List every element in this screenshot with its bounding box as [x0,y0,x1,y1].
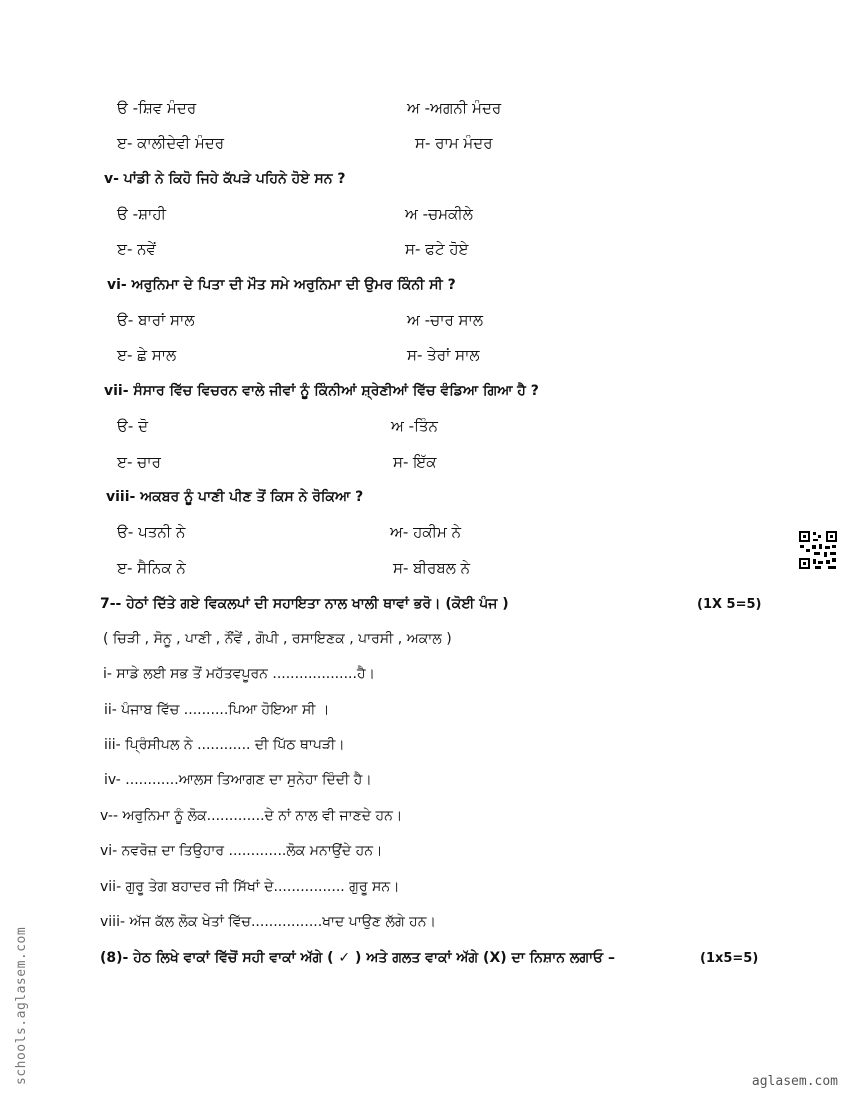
section-8-title: (8)- ਹੇਠ ਲਿਖੇ ਵਾਕਾਂ ਵਿੱਚੋਂ ਸਹੀ ਵਾਕਾਂ ਅੱਗੇ ( ✓ ) ਅਤੇ ਗਲਤ ਵਾਕਾਂ ਅੱਗੇ (X) ਦਾ ਨਿਸ਼ਾਨ ਲਗਾਓ – [100,950,615,966]
word-bank: ( ਚਿੜੀ , ਸੋਨੂ , ਪਾਣੀ , ਨੌਂਵੇਂ , ਗੋਪੀ , ਰਸਾਇਣਕ , ਪਾਰਸੀ , ਅਕਾਲ ) [103,631,452,647]
option-d: ਸ- ਫਟੇ ਹੋਏ [405,240,469,258]
option-d: ਸ- ਇੱਕ [393,453,437,471]
fill-blank-item: i- ਸਾਡੇ ਲਈ ਸਭ ਤੋਂ ਮਹੱਤਵਪੂਰਨ ...................ਹੈ। [103,666,375,682]
option-b: ਅ -ਚਮਕੀਲੇ [405,205,473,223]
option-a: ੳ -ਸ਼ਿਵ ਮੰਦਰ [117,99,197,117]
section-7-title: 7-- ਹੇਠਾਂ ਦਿੱਤੇ ਗਏ ਵਿਕਲਪਾਂ ਦੀ ਸਹਾਇਤਾ ਨਾਲ ਖਾਲੀ ਥਾਵਾਂ ਭਰੋ। (ਕੋਈ ਪੰਜ ) [100,596,509,612]
fill-blank-item: vi- ਨਵਰੋਜ਼ ਦਾ ਤਿਉਹਾਰ .............ਲੋਕ ਮਨਾਉਂਦੇ ਹਨ। [100,843,383,859]
option-a: ੳ- ਪਤਨੀ ਨੇ [117,523,186,541]
option-b: ਅ -ਤਿੰਨ [391,417,438,435]
option-b: ਅ- ਹਕੀਮ ਨੇ [390,523,462,541]
side-watermark: schools.aglasem.com [14,926,29,1085]
section-8-marks: (1x5=5) [700,951,759,966]
option-a: ੳ- ਬਾਰਾਂ ਸਾਲ [117,311,195,329]
option-d: ਸ- ਬੀਰਬਲ ਨੇ [393,559,470,577]
fill-blank-item: ii- ਪੰਜਾਬ ਵਿੱਚ ..........ਪਿਆ ਹੋਇਆ ਸੀ । [104,702,330,718]
question-vii: vii- ਸੰਸਾਰ ਵਿੱਚ ਵਿਚਰਨ ਵਾਲੇ ਜੀਵਾਂ ਨੂੰ ਕਿੰਨੀਆਂ ਸ਼੍ਰੇਣੀਆਂ ਵਿੱਚ ਵੰਡਿਆ ਗਿਆ ਹੈ ? [104,383,539,399]
fill-blank-item: v-- ਅਰੁਨਿਮਾ ਨੂੰ ਲੋਕ.............ਦੇ ਨਾਂ ਨਾਲ ਵੀ ਜਾਣਦੇ ਹਨ। [100,808,403,824]
fill-blank-item: vii- ਗੁਰੂ ਤੇਗ ਬਹਾਦਰ ਜੀ ਸਿੱਖਾਂ ਦੇ................ ਗੁਰੂ ਸਨ। [100,879,400,895]
bottom-watermark: aglasem.com [751,1074,838,1089]
option-a: ੳ -ਸ਼ਾਹੀ [117,205,167,223]
option-c: ੲ- ਨਵੇਂ [117,240,156,258]
question-v: v- ਪਾਂਡੀ ਨੇ ਕਿਹੋ ਜਿਹੇ ਕੱਪੜੇ ਪਹਿਨੇ ਹੋਏ ਸਨ ? [104,171,346,187]
option-a: ੳ- ਦੋ [117,417,149,435]
option-c: ੲ- ਛੇ ਸਾਲ [117,346,177,364]
option-c: ੲ- ਚਾਰ [117,453,161,471]
option-d: ਸ- ਤੇਰਾਂ ਸਾਲ [407,346,480,364]
option-b: ਅ -ਚਾਰ ਸਾਲ [407,311,483,329]
fill-blank-item: viii- ਅੱਜ ਕੱਲ ਲੋਕ ਖੇਤਾਂ ਵਿੱਚ................ਖਾਦ ਪਾਉਣ ਲੱਗੇ ਹਨ। [100,914,436,930]
fill-blank-item: iii- ਪ੍ਰਿੰਸੀਪਲ ਨੇ ............ ਦੀ ਪਿੱਠ ਥਾਪੜੀ। [104,737,345,753]
question-vi: vi- ਅਰੁਨਿਮਾ ਦੇ ਪਿਤਾ ਦੀ ਮੌਤ ਸਮੇ ਅਰੁਨਿਮਾ ਦੀ ਉਮਰ ਕਿੰਨੀ ਸੀ ? [107,277,456,293]
option-d: ਸ- ਰਾਮ ਮੰਦਰ [415,134,493,152]
section-7-marks: (1X 5=5) [697,597,762,612]
fill-blank-item: iv- ............ਆਲਸ ਤਿਆਗਣ ਦਾ ਸੁਨੇਹਾ ਦਿੰਦੀ ਹੈ। [104,772,372,788]
qr-code-icon [798,530,838,570]
option-c: ੲ- ਸੈਨਿਕ ਨੇ [117,559,186,577]
option-b: ਅ -ਅਗਨੀ ਮੰਦਰ [407,99,502,117]
option-c: ੲ- ਕਾਲੀਦੇਵੀ ਮੰਦਰ [117,134,225,152]
question-viii: viii- ਅਕਬਰ ਨੂੰ ਪਾਣੀ ਪੀਣ ਤੋਂ ਕਿਸ ਨੇ ਰੋਕਿਆ ? [106,489,364,505]
